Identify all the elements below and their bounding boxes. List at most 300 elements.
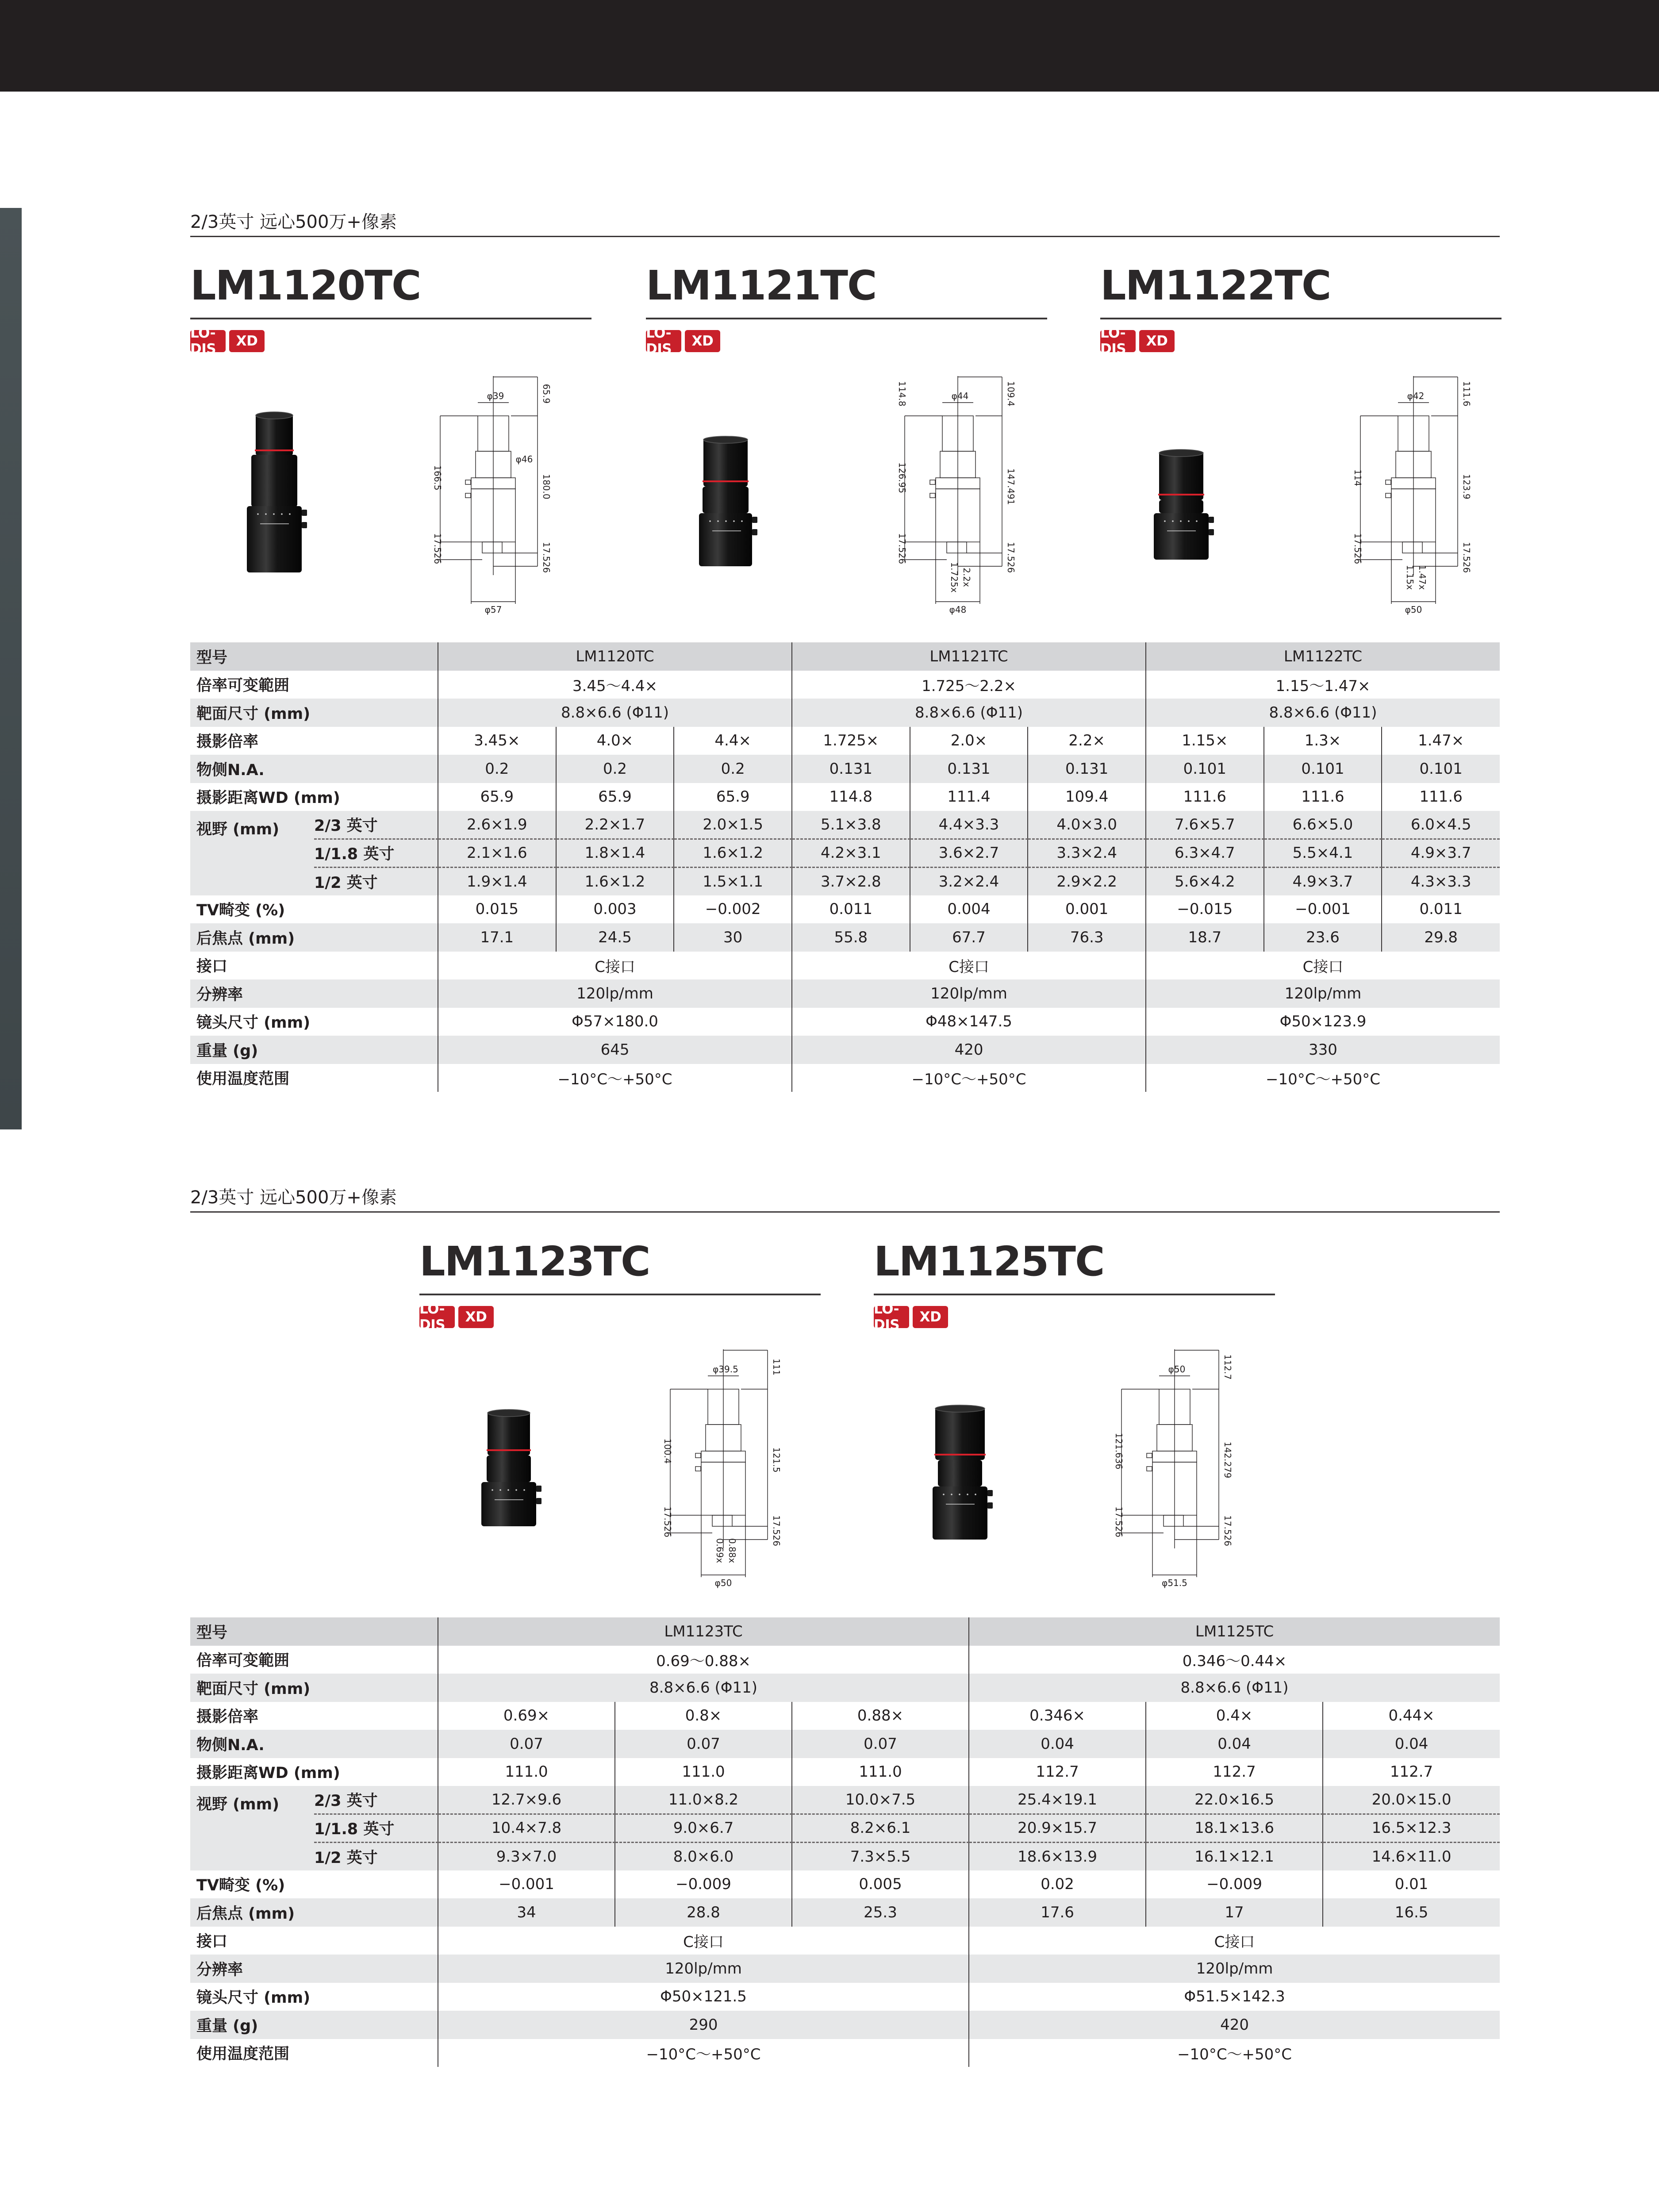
cell-resolution: 120lp/mm (1146, 979, 1500, 1008)
dim-rear-diameter: φ50 (714, 1578, 732, 1588)
cell-fov-1-2: 4.3×3.3 (1382, 867, 1500, 895)
lens-red-ring (934, 1454, 986, 1455)
title-underline (646, 318, 1047, 319)
cell-fov-1-1-8: 4.2×3.1 (792, 839, 910, 868)
cell-na: 0.101 (1382, 755, 1500, 783)
row-label: TV畸变 (%) (190, 1870, 438, 1899)
cell-fov-2-3: 5.1×3.8 (792, 811, 910, 839)
lens-scale-mark (959, 1494, 960, 1495)
cell-fov-2-3: 4.0×3.0 (1028, 811, 1146, 839)
cell-magnification: 1.3× (1264, 727, 1382, 755)
dim-total-length: 147.491 (1006, 468, 1016, 505)
cell-wd: 112.7 (1146, 1758, 1323, 1786)
row-label: 接口 (190, 1927, 438, 1955)
product-title: LM1121TC (646, 262, 876, 309)
cell-wd: 111.4 (910, 783, 1028, 811)
cell-back-focus: 55.8 (792, 923, 910, 952)
cell-zoom-range: 1.15～1.47× (1146, 671, 1500, 699)
cell-fov-2-3: 4.4×3.3 (910, 811, 1028, 839)
cell-tv-distortion: −0.009 (1146, 1870, 1323, 1899)
badge-xd: XD (685, 330, 720, 352)
row-label: 重量 (g) (190, 1036, 438, 1064)
row-label: 倍率可变範囲 (190, 1646, 438, 1674)
dim-wd-label: 111.6 (1461, 381, 1472, 407)
cell-na: 0.04 (1323, 1730, 1500, 1758)
cell-fov-2-3: 25.4×19.1 (969, 1786, 1146, 1814)
row-label: 后焦点 (mm) (190, 1898, 438, 1927)
spec-table (190, 1617, 1500, 2067)
lens-photo (465, 1345, 553, 1593)
dim-mag-max: 2.2x (961, 568, 972, 587)
table-row-magnification (190, 1702, 1500, 1730)
dim-total-length: 142.279 (1222, 1441, 1233, 1479)
dim-front-diameter: φ39.5 (713, 1364, 738, 1375)
dim-wd-label: 65.9 (541, 384, 552, 404)
drawing-mount (1402, 542, 1422, 553)
table-row-zoom-range (190, 671, 1500, 699)
cell-fov-1-2: 3.7×2.8 (792, 867, 910, 895)
section-heading: 2/3英寸 远心500万+像素 (190, 212, 397, 232)
row-sublabel: 1/2 英寸 (314, 867, 438, 895)
cell-wd: 111.6 (1382, 783, 1500, 811)
lens-scale-mark (281, 513, 283, 515)
lens-knob (987, 1502, 993, 1509)
badge-lo-dis: LO-DIS (419, 1306, 455, 1328)
cell-fov-2-3: 11.0×8.2 (615, 1786, 792, 1814)
cell-fov-1-2: 5.6×4.2 (1146, 867, 1264, 895)
table-row-mount (190, 1927, 1500, 1955)
cell-back-focus: 30 (674, 923, 792, 952)
table-row-sensor-size (190, 699, 1500, 727)
cell-tv-distortion: −0.001 (1264, 895, 1382, 924)
cell-sensor-size: 8.8×6.6 (Φ11) (438, 699, 792, 727)
dimension-drawing (425, 372, 557, 619)
cell-magnification: 2.0× (910, 727, 1028, 755)
side-decor-strip (0, 208, 22, 1129)
lens-knob (1209, 529, 1214, 535)
cell-na: 0.101 (1264, 755, 1382, 783)
dim-left-length: 126.95 (897, 462, 907, 493)
cell-magnification: 1.15× (1146, 727, 1264, 755)
cell-na: 0.07 (438, 1730, 615, 1758)
cell-sensor-size: 8.8×6.6 (Φ11) (969, 1674, 1500, 1702)
row-label: 镜头尺寸 (mm) (190, 1008, 438, 1036)
cell-fov-1-1-8: 3.6×2.7 (910, 839, 1028, 868)
cell-fov-2-3: 22.0×16.5 (1146, 1786, 1323, 1814)
cell-na: 0.101 (1146, 755, 1264, 783)
drawing-knob (1147, 1453, 1152, 1458)
dim-total-length: 180.0 (541, 474, 552, 499)
row-sublabel: 2/3 英寸 (314, 1786, 438, 1814)
cell-wd: 65.9 (674, 783, 792, 811)
badge-xd: XD (1139, 330, 1175, 352)
cell-tv-distortion: −0.001 (438, 1870, 615, 1899)
table-row-weight (190, 2011, 1500, 2039)
dim-flange-left: 17.526 (432, 533, 443, 564)
cell-na: 0.07 (615, 1730, 792, 1758)
dim-mid-diameter: φ46 (515, 454, 533, 465)
lens-front-glass (256, 412, 293, 419)
lens-knob (1209, 517, 1214, 523)
table-row-fov-1-1-8 (190, 1814, 1500, 1843)
dim-flange-left: 17.526 (1352, 533, 1363, 564)
cell-back-focus: 34 (438, 1898, 615, 1927)
lens-scale-mark (951, 1494, 952, 1495)
lens-barrel-segment (1154, 513, 1209, 560)
table-row-tv-distortion (190, 895, 1500, 924)
row-label: 摄影距离WD (mm) (190, 1758, 438, 1786)
dim-flange-left: 17.526 (662, 1506, 673, 1537)
cell-back-focus: 17 (1146, 1898, 1323, 1927)
table-row-resolution (190, 1955, 1500, 1983)
cell-fov-1-1-8: 3.3×2.4 (1028, 839, 1146, 868)
cell-temp-range: −10°C～+50°C (438, 1064, 792, 1092)
cell-model: LM1125TC (969, 1617, 1500, 1646)
drawing-mount (712, 1515, 732, 1526)
cell-zoom-range: 1.725～2.2× (792, 671, 1146, 699)
lens-scale-mark (492, 1489, 493, 1491)
lens-photo (681, 372, 770, 619)
cell-na: 0.131 (792, 755, 910, 783)
dim-rear-diameter: φ48 (949, 604, 967, 615)
table-row-na (190, 755, 1500, 783)
table-row-temp-range (190, 1064, 1500, 1092)
dim-wd-label: 111 (771, 1358, 782, 1376)
row-label: 靶面尺寸 (mm) (190, 699, 438, 727)
table-row-tv-distortion (190, 1870, 1500, 1899)
cell-na: 0.2 (438, 755, 556, 783)
table-row-fov-1-2 (190, 1842, 1500, 1870)
badge-lo-dis: LO-DIS (646, 330, 681, 352)
lens-red-ring (487, 1449, 531, 1451)
dim-flange-right: 17.526 (1222, 1515, 1233, 1546)
lens-knob (987, 1490, 993, 1496)
cell-tv-distortion: 0.015 (438, 895, 556, 924)
cell-fov-2-3: 2.2×1.7 (556, 811, 674, 839)
lens-barrel-segment (247, 506, 302, 572)
cell-na: 0.04 (1146, 1730, 1323, 1758)
cell-back-focus: 76.3 (1028, 923, 1146, 952)
row-label: 型号 (190, 1617, 438, 1646)
lens-scale-mark (717, 520, 719, 522)
cell-fov-2-3: 10.0×7.5 (792, 1786, 969, 1814)
cell-fov-1-2: 18.6×13.9 (969, 1842, 1146, 1870)
lens-scale-mark (523, 1489, 525, 1491)
table-row-model (190, 642, 1500, 671)
cell-magnification: 2.2× (1028, 727, 1146, 755)
cell-resolution: 120lp/mm (438, 1955, 969, 1983)
cell-fov-1-2: 8.0×6.0 (615, 1842, 792, 1870)
cell-back-focus: 16.5 (1323, 1898, 1500, 1927)
dim-front-diameter: φ50 (1168, 1364, 1186, 1375)
cell-zoom-range: 3.45～4.4× (438, 671, 792, 699)
dim-mag-max: 1.47x (1417, 565, 1428, 590)
drawing-knob (930, 493, 935, 498)
row-sublabel: 1/1.8 英寸 (314, 1814, 438, 1843)
cell-mount: C接口 (1146, 952, 1500, 980)
cell-tv-distortion: 0.003 (556, 895, 674, 924)
table-row-temp-range (190, 2039, 1500, 2067)
cell-fov-1-1-8: 1.8×1.4 (556, 839, 674, 868)
table-row-resolution (190, 979, 1500, 1008)
dim-mag-min: 1.725x (949, 562, 960, 593)
lens-scale-mark (1164, 520, 1166, 522)
spec-table (190, 642, 1500, 1092)
section-divider (190, 1211, 1500, 1213)
lens-photo (1137, 372, 1225, 619)
dimension-drawing (1345, 372, 1478, 619)
product-title: LM1123TC (419, 1238, 650, 1285)
cell-tv-distortion: 0.02 (969, 1870, 1146, 1899)
cell-fov-1-1-8: 18.1×13.6 (1146, 1814, 1323, 1843)
cell-back-focus: 17.1 (438, 923, 556, 952)
product-title: LM1122TC (1100, 262, 1331, 309)
footnote (190, 2210, 638, 2212)
row-label: 视野 (mm) (190, 1786, 314, 1870)
cell-fov-1-1-8: 4.9×3.7 (1382, 839, 1500, 868)
cell-wd: 109.4 (1028, 783, 1146, 811)
cell-fov-1-2: 1.5×1.1 (674, 867, 792, 895)
badge-lo-dis: LO-DIS (190, 330, 226, 352)
dim-wd-label: 112.7 (1222, 1354, 1233, 1380)
cell-tv-distortion: 0.011 (1382, 895, 1500, 924)
lens-barrel-segment (251, 455, 297, 507)
lens-knob (302, 522, 307, 528)
row-label: 分辨率 (190, 979, 438, 1008)
lens-red-ring (1158, 494, 1204, 495)
cell-fov-1-1-8: 5.5×4.1 (1264, 839, 1382, 868)
lens-knob (536, 1486, 541, 1492)
row-sublabel: 1/1.8 英寸 (314, 839, 438, 868)
drawing-knob (465, 480, 471, 484)
drawing-knob (1386, 480, 1391, 484)
lens-barrel-segment (488, 1411, 530, 1455)
lens-scale-mark (1196, 520, 1198, 522)
section-divider (190, 236, 1500, 237)
table-row-zoom-range (190, 1646, 1500, 1674)
dimension-drawing (655, 1345, 787, 1593)
cell-tv-distortion: 0.004 (910, 895, 1028, 924)
cell-model: LM1122TC (1146, 642, 1500, 671)
table-row-fov-2-3 (190, 1786, 1500, 1814)
cell-resolution: 120lp/mm (792, 979, 1146, 1008)
table-row-weight (190, 1036, 1500, 1064)
badge-xd: XD (229, 330, 265, 352)
row-label: 摄影倍率 (190, 727, 438, 755)
row-label: 视野 (mm) (190, 811, 314, 895)
cell-sensor-size: 8.8×6.6 (Φ11) (1146, 699, 1500, 727)
lens-scale-mark (709, 520, 711, 522)
dim-flange-right: 17.526 (1006, 542, 1016, 573)
lens-barrel-segment (703, 487, 749, 513)
dim-front-diameter: φ42 (1407, 391, 1425, 401)
lens-knob (536, 1498, 541, 1504)
badge-lo-dis: LO-DIS (874, 1306, 909, 1328)
badge-xd: XD (913, 1306, 948, 1328)
row-sublabel: 2/3 英寸 (314, 811, 438, 839)
lens-scale-mark (725, 520, 727, 522)
cell-fov-1-1-8: 16.5×12.3 (1323, 1814, 1500, 1843)
cell-resolution: 120lp/mm (969, 1955, 1500, 1983)
cell-wd: 111.6 (1146, 783, 1264, 811)
lens-barrel-segment (481, 1482, 536, 1526)
drawing-knob (695, 1453, 701, 1458)
lens-scale-mark (499, 1489, 501, 1491)
row-label: 靶面尺寸 (mm) (190, 1674, 438, 1702)
cell-wd: 111.0 (438, 1758, 615, 1786)
badge-xd: XD (458, 1306, 494, 1328)
cell-na: 0.04 (969, 1730, 1146, 1758)
cell-fov-1-2: 9.3×7.0 (438, 1842, 615, 1870)
lens-red-ring (703, 480, 749, 482)
table-row-na (190, 1730, 1500, 1758)
cell-magnification: 4.4× (674, 727, 792, 755)
dim-rear-diameter: φ50 (1405, 604, 1422, 615)
cell-back-focus: 25.3 (792, 1898, 969, 1927)
lens-scale-mark (975, 1494, 976, 1495)
row-label: 使用温度范围 (190, 1064, 438, 1092)
table-row-wd (190, 783, 1500, 811)
cell-magnification: 1.47× (1382, 727, 1500, 755)
cell-fov-1-2: 1.6×1.2 (556, 867, 674, 895)
dim-rear-diameter: φ51.5 (1162, 1578, 1187, 1588)
cell-fov-1-1-8: 20.9×15.7 (969, 1814, 1146, 1843)
lens-scale-mark (273, 513, 275, 515)
cell-weight: 645 (438, 1036, 792, 1064)
drawing-knob (465, 493, 471, 498)
row-label: 使用温度范围 (190, 2039, 438, 2067)
dim-flange-right: 17.526 (1461, 542, 1472, 573)
row-label: 接口 (190, 952, 438, 980)
cell-lens-size: Φ57×180.0 (438, 1008, 792, 1036)
lens-barrel-segment (1159, 451, 1203, 500)
cell-fov-1-2: 16.1×12.1 (1146, 1842, 1323, 1870)
cell-sensor-size: 8.8×6.6 (Φ11) (792, 699, 1146, 727)
cell-fov-1-2: 14.6×11.0 (1323, 1842, 1500, 1870)
cell-back-focus: 29.8 (1382, 923, 1500, 952)
cell-na: 0.07 (792, 1730, 969, 1758)
cell-magnification: 3.45× (438, 727, 556, 755)
cell-weight: 290 (438, 2011, 969, 2039)
cell-wd: 111.0 (792, 1758, 969, 1786)
lens-scale-mark (741, 520, 743, 522)
cell-temp-range: −10°C～+50°C (438, 2039, 969, 2067)
lens-front-glass (1159, 449, 1203, 457)
cell-fov-1-1-8: 2.1×1.6 (438, 839, 556, 868)
dim-left-length: 121.636 (1114, 1432, 1124, 1470)
table-row-lens-size (190, 1983, 1500, 2011)
cell-wd: 111.6 (1264, 783, 1382, 811)
dim-flange-left: 17.526 (897, 533, 907, 564)
cell-fov-1-2: 1.9×1.4 (438, 867, 556, 895)
cell-lens-size: Φ51.5×142.3 (969, 1983, 1500, 2011)
top-banner (0, 0, 1659, 92)
cell-fov-2-3: 7.6×5.7 (1146, 811, 1264, 839)
lens-front-glass (935, 1405, 985, 1412)
section-heading: 2/3英寸 远心500万+像素 (190, 1187, 397, 1208)
cell-magnification: 0.8× (615, 1702, 792, 1730)
drawing-knob (930, 480, 935, 484)
lens-scale-mark (507, 1489, 509, 1491)
lens-red-ring (255, 449, 294, 451)
row-label: 后焦点 (mm) (190, 923, 438, 952)
dim-mag-max: 0.88x (727, 1538, 737, 1563)
cell-fov-2-3: 2.0×1.5 (674, 811, 792, 839)
table-row-lens-size (190, 1008, 1500, 1036)
lens-barrel-segment (938, 1460, 982, 1486)
lens-knob (302, 510, 307, 516)
lens-photo (916, 1345, 1004, 1593)
cell-na: 0.2 (556, 755, 674, 783)
cell-wd: 65.9 (438, 783, 556, 811)
table-row-mount (190, 952, 1500, 980)
cell-mount: C接口 (438, 1927, 969, 1955)
dim-rear-diameter: φ57 (484, 604, 502, 615)
cell-fov-1-1-8: 6.3×4.7 (1146, 839, 1264, 868)
dim-front-diameter: φ39 (487, 391, 504, 401)
lens-front-glass (488, 1409, 530, 1417)
cell-model: LM1123TC (438, 1617, 969, 1646)
cell-weight: 420 (969, 2011, 1500, 2039)
table-row-fov-1-2 (190, 867, 1500, 895)
dimension-drawing (1106, 1345, 1239, 1593)
cell-mount: C接口 (792, 952, 1146, 980)
lens-barrel-segment (703, 438, 748, 487)
title-underline (874, 1294, 1275, 1295)
cell-wd: 114.8 (792, 783, 910, 811)
cell-fov-2-3: 6.6×5.0 (1264, 811, 1382, 839)
cell-lens-size: Φ50×123.9 (1146, 1008, 1500, 1036)
cell-tv-distortion: −0.002 (674, 895, 792, 924)
cell-lens-size: Φ48×147.5 (792, 1008, 1146, 1036)
cell-weight: 330 (1146, 1036, 1500, 1064)
lens-barrel-segment (487, 1455, 531, 1482)
table-row-model (190, 1617, 1500, 1646)
dim-flange-right: 17.526 (541, 542, 552, 573)
row-sublabel: 1/2 英寸 (314, 1842, 438, 1870)
drawing-knob (1147, 1467, 1152, 1471)
cell-sensor-size: 8.8×6.6 (Φ11) (438, 1674, 969, 1702)
cell-fov-2-3: 20.0×15.0 (1323, 1786, 1500, 1814)
title-underline (419, 1294, 821, 1295)
row-label: 摄影倍率 (190, 1702, 438, 1730)
table-row-fov-1-1-8 (190, 839, 1500, 868)
lens-scale-mark (289, 513, 291, 515)
cell-fov-1-2: 3.2×2.4 (910, 867, 1028, 895)
row-label: 分辨率 (190, 1955, 438, 1983)
row-label: 型号 (190, 642, 438, 671)
cell-zoom-range: 0.69～0.88× (438, 1646, 969, 1674)
lens-scale-mark (733, 520, 735, 522)
cell-magnification: 0.4× (1146, 1702, 1323, 1730)
row-label: 物侧N.A. (190, 755, 438, 783)
table-row-wd (190, 1758, 1500, 1786)
cell-mount: C接口 (438, 952, 792, 980)
cell-temp-range: −10°C～+50°C (1146, 1064, 1500, 1092)
cell-tv-distortion: 0.001 (1028, 895, 1146, 924)
dim-flange-left: 17.526 (1114, 1506, 1124, 1537)
lens-scale-mark (1180, 520, 1182, 522)
cell-na: 0.131 (1028, 755, 1146, 783)
dimension-drawing (889, 372, 1022, 619)
cell-wd: 111.0 (615, 1758, 792, 1786)
dim-total-length: 121.5 (771, 1447, 782, 1473)
drawing-mount (1164, 1515, 1183, 1526)
cell-temp-range: −10°C～+50°C (969, 2039, 1500, 2067)
cell-tv-distortion: −0.015 (1146, 895, 1264, 924)
cell-mount: C接口 (969, 1927, 1500, 1955)
table-row-back-focus (190, 1898, 1500, 1927)
